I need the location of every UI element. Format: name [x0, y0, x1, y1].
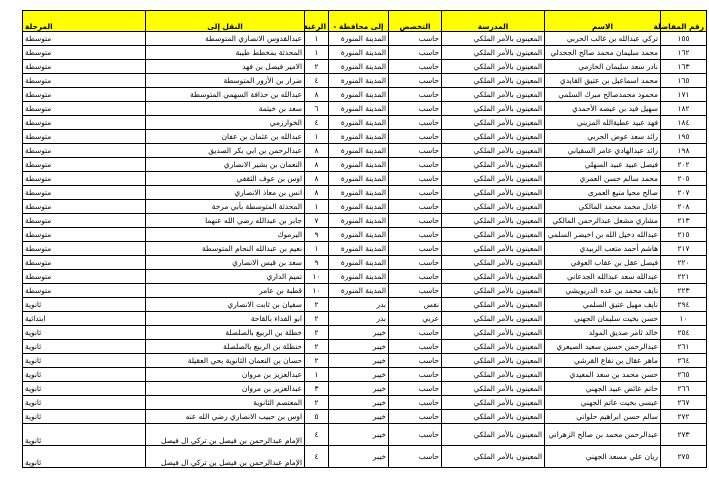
cell-school: المعينون بالأمر الملكي: [442, 312, 545, 326]
cell-school: المعينون بالأمر الملكي: [442, 368, 545, 382]
cell-spec: حاسب: [389, 200, 442, 214]
cell-spec: حاسب: [389, 228, 442, 242]
cell-name: هاشم أحمد متعب الزبيدي: [545, 242, 661, 256]
cell-num: ٢٠٨: [661, 200, 707, 214]
cell-desire: ٤: [305, 424, 329, 446]
cell-stage: متوسطة: [23, 46, 146, 60]
cell-num: ٢٩٤: [661, 298, 707, 312]
cell-spec: حاسب: [389, 60, 442, 74]
transfer-sheet: [22, 10, 706, 468]
cell-city: بدر: [329, 298, 389, 312]
cell-name: ريان علي مسعد الجهني: [545, 446, 661, 468]
cell-dest: عبدالرحمن بن ابي بكر الصديق: [146, 144, 305, 158]
cell-dest: عبدالله بن حذافة السهمي المتوسطة: [146, 88, 305, 102]
cell-city: خيبر: [329, 410, 389, 424]
cell-spec: حاسب: [389, 382, 442, 396]
table-row: [23, 172, 707, 186]
cell-name: تركي عبدالله بن غالب الحربي: [545, 32, 661, 46]
cell-name: فهد عبيد عطيةالله المزيني: [545, 116, 661, 130]
table-row: [23, 158, 707, 172]
table-row: [23, 144, 707, 158]
cell-num: ٢٧٢: [661, 410, 707, 424]
table-row: [23, 32, 707, 46]
cell-desire: ٥: [305, 410, 329, 424]
cell-school: المعينون بالأمر الملكي: [442, 200, 545, 214]
cell-num: ٢١٧: [661, 242, 707, 256]
cell-num: ١٩٥: [661, 130, 707, 144]
cell-dest: انس بن معاذ الانصاري: [146, 186, 305, 200]
header-dest: النقل إلى: [146, 11, 305, 32]
table-row: [23, 382, 707, 396]
cell-desire: ١: [305, 46, 329, 60]
cell-school: المعينون بالأمر الملكي: [442, 116, 545, 130]
cell-spec: حاسب: [389, 32, 442, 46]
cell-name: سالم حسن ابراهيم حلواني: [545, 410, 661, 424]
table-row: [23, 284, 707, 298]
cell-spec: حاسب: [389, 326, 442, 340]
cell-school: المعينون بالأمر الملكي: [442, 396, 545, 410]
cell-name: سهيل فيد بن عيضه الأحمدي: [545, 102, 661, 116]
cell-name: محمد سالم حسن العمري: [545, 172, 661, 186]
transfer-table: [22, 10, 707, 468]
cell-city: خيبر: [329, 446, 389, 468]
cell-desire: ١٠: [305, 270, 329, 284]
cell-stage: متوسطة: [23, 228, 146, 242]
cell-num: ٢٠٥: [661, 172, 707, 186]
table-row: [23, 270, 707, 284]
cell-school: المعينون بالأمر الملكي: [442, 354, 545, 368]
cell-spec: حاسب: [389, 144, 442, 158]
cell-num: ١٠: [661, 312, 707, 326]
cell-spec: نفس: [389, 298, 442, 312]
cell-name: عبدالرحمن محمد بن صالح الزهراني: [545, 424, 661, 446]
cell-city: المدينة المنورة: [329, 32, 389, 46]
cell-dest: الإمام عبدالرحمن بن فيصل بن تركي ال فيصل: [146, 424, 305, 446]
cell-desire: ١: [305, 130, 329, 144]
table-row: [23, 410, 707, 424]
cell-dest: اوس بن عوف الثقفي: [146, 172, 305, 186]
cell-num: ١٦٣: [661, 60, 707, 74]
table-row: [23, 74, 707, 88]
cell-spec: حاسب: [389, 340, 442, 354]
cell-stage: متوسطة: [23, 60, 146, 74]
cell-spec: حاسب: [389, 88, 442, 102]
cell-school: المعينون بالأمر الملكي: [442, 88, 545, 102]
cell-desire: ٢: [305, 298, 329, 312]
cell-num: ٢٦٧: [661, 396, 707, 410]
cell-num: ٢٦٤: [661, 354, 707, 368]
table-row: [23, 368, 707, 382]
cell-school: المعينون بالأمر الملكي: [442, 74, 545, 88]
table-row: [23, 446, 707, 468]
cell-stage: ابتدائية: [23, 312, 146, 326]
cell-city: المدينة المنورة: [329, 158, 389, 172]
cell-stage: متوسطة: [23, 102, 146, 116]
cell-city: المدينة المنورة: [329, 200, 389, 214]
cell-city: المدينة المنورة: [329, 60, 389, 74]
cell-school: المعينون بالأمر الملكي: [442, 284, 545, 298]
cell-dest: اليرموك: [146, 228, 305, 242]
cell-num: ٢٦١: [661, 340, 707, 354]
cell-school: المعينون بالأمر الملكي: [442, 382, 545, 396]
cell-stage: ثانوية: [23, 446, 146, 468]
header-name: الاسم: [545, 11, 661, 32]
table-row: [23, 186, 707, 200]
cell-city: المدينة المنورة: [329, 186, 389, 200]
cell-num: ٢٢٣: [661, 284, 707, 298]
cell-city: المدينة المنورة: [329, 228, 389, 242]
cell-desire: ٩: [305, 228, 329, 242]
cell-stage: متوسطة: [23, 74, 146, 88]
cell-city: المدينة المنورة: [329, 130, 389, 144]
cell-dest: المحدثة المتوسطة بأبي مرخة: [146, 200, 305, 214]
cell-name: حسن محمد بن سعد المعيدي: [545, 368, 661, 382]
cell-spec: حاسب: [389, 172, 442, 186]
cell-spec: حاسب: [389, 424, 442, 446]
cell-city: المدينة المنورة: [329, 102, 389, 116]
cell-desire: ٢: [305, 354, 329, 368]
cell-school: المعينون بالأمر الملكي: [442, 340, 545, 354]
cell-city: خيبر: [329, 340, 389, 354]
cell-desire: ١: [305, 32, 329, 46]
cell-dest: حنظلة بن الربيع بالصلصلة: [146, 340, 305, 354]
cell-dest: ضرار بن الأزور المتوسطة: [146, 74, 305, 88]
cell-dest: تميم الداري: [146, 270, 305, 284]
cell-name: محمود محمدصالح مبرك السلمي: [545, 88, 661, 102]
cell-stage: متوسطة: [23, 270, 146, 284]
cell-dest: النعمان بن بشير الانصاري: [146, 158, 305, 172]
cell-stage: ثانوية: [23, 340, 146, 354]
cell-city: المدينة المنورة: [329, 256, 389, 270]
cell-stage: متوسطة: [23, 32, 146, 46]
cell-desire: ٤: [305, 446, 329, 468]
cell-dest: عبدالعزيز بن مروان: [146, 382, 305, 396]
table-row: [23, 116, 707, 130]
cell-stage: ثانوية: [23, 382, 146, 396]
cell-name: عبدالله دخيل الله بن اخيضر السلمي: [545, 228, 661, 242]
cell-stage: متوسطة: [23, 242, 146, 256]
cell-city: المدينة المنورة: [329, 270, 389, 284]
cell-desire: ٢: [305, 340, 329, 354]
cell-stage: ثانوية: [23, 326, 146, 340]
cell-desire: ٢: [305, 396, 329, 410]
table-row: [23, 396, 707, 410]
cell-stage: متوسطة: [23, 88, 146, 102]
cell-desire: ٨: [305, 158, 329, 172]
cell-dest: عبدالقدوس الانصاري المتوسطة: [146, 32, 305, 46]
cell-name: محمد سليمان محمد صالح الجحدلي: [545, 46, 661, 60]
cell-dest: ابو الفداء بالقاحة: [146, 312, 305, 326]
table-row: [23, 46, 707, 60]
cell-city: خيبر: [329, 424, 389, 446]
cell-name: ماهر عقال بن نفاع القرشي: [545, 354, 661, 368]
cell-num: ١٨٤: [661, 116, 707, 130]
cell-num: ٢٢١: [661, 270, 707, 284]
cell-stage: متوسطة: [23, 284, 146, 298]
cell-school: المعينون بالأمر الملكي: [442, 298, 545, 312]
cell-name: حاتم عائض عبيد الجهني: [545, 382, 661, 396]
cell-spec: حاسب: [389, 158, 442, 172]
cell-stage: ثانوية: [23, 410, 146, 424]
cell-stage: متوسطة: [23, 186, 146, 200]
cell-stage: متوسطة: [23, 200, 146, 214]
cell-city: المدينة المنورة: [329, 46, 389, 60]
cell-school: المعينون بالأمر الملكي: [442, 186, 545, 200]
cell-city: المدينة المنورة: [329, 214, 389, 228]
header-school: المدرسة: [442, 11, 545, 32]
cell-city: المدينة المنورة: [329, 172, 389, 186]
cell-spec: حاسب: [389, 410, 442, 424]
cell-stage: ثانوية: [23, 368, 146, 382]
cell-spec: حاسب: [389, 284, 442, 298]
cell-spec: حاسب: [389, 116, 442, 130]
cell-school: المعينون بالأمر الملكي: [442, 256, 545, 270]
table-row: [23, 326, 707, 340]
cell-num: ١٧١: [661, 88, 707, 102]
cell-stage: متوسطة: [23, 116, 146, 130]
cell-school: المعينون بالأمر الملكي: [442, 326, 545, 340]
cell-stage: متوسطة: [23, 214, 146, 228]
table-row: [23, 88, 707, 102]
cell-desire: ٧: [305, 214, 329, 228]
cell-city: خيبر: [329, 396, 389, 410]
cell-stage: متوسطة: [23, 130, 146, 144]
table-row: [23, 130, 707, 144]
cell-city: المدينة المنورة: [329, 284, 389, 298]
table-row: [23, 340, 707, 354]
cell-dest: الخوارزمي: [146, 116, 305, 130]
cell-desire: ٢: [305, 60, 329, 74]
cell-desire: ٤: [305, 74, 329, 88]
cell-stage: متوسطة: [23, 144, 146, 158]
header-row: [23, 11, 707, 32]
cell-school: المعينون بالأمر الملكي: [442, 158, 545, 172]
cell-num: ٢١٥: [661, 228, 707, 242]
cell-city: المدينة المنورة: [329, 116, 389, 130]
cell-spec: حاسب: [389, 130, 442, 144]
cell-city: خيبر: [329, 382, 389, 396]
cell-num: ٢٠٧: [661, 186, 707, 200]
cell-stage: متوسطة: [23, 172, 146, 186]
cell-city: المدينة المنورة: [329, 88, 389, 102]
cell-desire: ٨: [305, 186, 329, 200]
cell-desire: ١: [305, 200, 329, 214]
cell-dest: عبدالله بن عثمان بن عفان: [146, 130, 305, 144]
cell-school: المعينون بالأمر الملكي: [442, 172, 545, 186]
cell-stage: ثانوية: [23, 396, 146, 410]
cell-dest: خطلة بن الربيع بالصلصلة: [146, 326, 305, 340]
cell-dest: حسان بن النعمان الثانوية بحي العقيلة: [146, 354, 305, 368]
table-row: [23, 242, 707, 256]
header-desire: الرغبة: [305, 11, 329, 32]
cell-spec: حاسب: [389, 242, 442, 256]
header-spec: التخصص: [389, 11, 442, 32]
table-row: [23, 256, 707, 270]
cell-city: خيبر: [329, 354, 389, 368]
cell-spec: حاسب: [389, 256, 442, 270]
cell-city: خيبر: [329, 326, 389, 340]
cell-name: نايف محمد بن عده الدريويشي: [545, 284, 661, 298]
table-row: [23, 228, 707, 242]
cell-desire: ٩: [305, 256, 329, 270]
cell-dest: سفيان بن ثابت الانصاري: [146, 298, 305, 312]
cell-num: ٢٠٢: [661, 158, 707, 172]
cell-school: المعينون بالأمر الملكي: [442, 424, 545, 446]
cell-dest: المحدثة بمخطط طيبة: [146, 46, 305, 60]
cell-num: ١٩٨: [661, 144, 707, 158]
table-row: [23, 200, 707, 214]
cell-num: ٢٧٥: [661, 446, 707, 468]
cell-name: نايف مهيل عتيق السلمي: [545, 298, 661, 312]
cell-name: رائد عبدالهادي عامر السقياني: [545, 144, 661, 158]
cell-stage: متوسطة: [23, 158, 146, 172]
cell-city: المدينة المنورة: [329, 242, 389, 256]
cell-dest: نعيم بن عبدالله النحام المتوسطة: [146, 242, 305, 256]
cell-school: المعينون بالأمر الملكي: [442, 270, 545, 284]
cell-spec: حاسب: [389, 102, 442, 116]
cell-dest: عبدالعزيز بن مروان: [146, 368, 305, 382]
cell-stage: ثانوية: [23, 298, 146, 312]
cell-city: المدينة المنورة: [329, 74, 389, 88]
cell-name: فيصل عبيد عبيد السهلي: [545, 158, 661, 172]
cell-desire: ٨: [305, 144, 329, 158]
cell-desire: ٤: [305, 116, 329, 130]
cell-school: المعينون بالأمر الملكي: [442, 32, 545, 46]
cell-dest: جابر بن عبدالله رضي الله عنهما: [146, 214, 305, 228]
cell-stage: متوسطة: [23, 256, 146, 270]
cell-city: بدر: [329, 312, 389, 326]
cell-city: خيبر: [329, 368, 389, 382]
cell-name: عيسى بخيت عاتم الجهني: [545, 396, 661, 410]
cell-num: ١٦٥: [661, 74, 707, 88]
cell-desire: ٨: [305, 88, 329, 102]
cell-name: فيصل عقل بن عقاب العوفي: [545, 256, 661, 270]
cell-dest: الإمام عبدالرحمن بن فيصل بن تركي ال فيصل: [146, 446, 305, 468]
cell-spec: حاسب: [389, 46, 442, 60]
cell-name: خالد ثامر صديق المولد: [545, 326, 661, 340]
table-body: [23, 32, 707, 468]
cell-name: محمد اسماعيل بن عتيق القايدي: [545, 74, 661, 88]
cell-dest: الامير فيصل بن فهد: [146, 60, 305, 74]
table-row: [23, 60, 707, 74]
cell-school: المعينون بالأمر الملكي: [442, 46, 545, 60]
cell-desire: ٦: [305, 102, 329, 116]
cell-spec: حاسب: [389, 368, 442, 382]
cell-school: المعينون بالأمر الملكي: [442, 410, 545, 424]
cell-spec: عربي: [389, 312, 442, 326]
cell-city: المدينة المنورة: [329, 144, 389, 158]
cell-school: المعينون بالأمر الملكي: [442, 60, 545, 74]
cell-num: ١٨٢: [661, 102, 707, 116]
cell-name: عبدالله سعد عبدالله الجدعاني: [545, 270, 661, 284]
cell-dest: قطبة بن عامر: [146, 284, 305, 298]
cell-desire: ١: [305, 368, 329, 382]
cell-desire: ٨: [305, 172, 329, 186]
cell-name: عبدالرحمن حسين سعيد الصيعري: [545, 340, 661, 354]
cell-stage: ثانوية: [23, 424, 146, 446]
table-row: [23, 298, 707, 312]
cell-name: حسن بخيت سليمان الجهني: [545, 312, 661, 326]
cell-desire: ١٠: [305, 284, 329, 298]
table-row: [23, 102, 707, 116]
table-row: [23, 354, 707, 368]
cell-spec: حاسب: [389, 396, 442, 410]
cell-name: عادل محمد محمد المالكي: [545, 200, 661, 214]
table-row: [23, 312, 707, 326]
cell-num: ١٥٥: [661, 32, 707, 46]
cell-desire: ٣: [305, 382, 329, 396]
cell-dest: المعتصم الثانوية: [146, 396, 305, 410]
cell-num: ٢١٣: [661, 214, 707, 228]
cell-school: المعينون بالأمر الملكي: [442, 130, 545, 144]
cell-spec: حاسب: [389, 270, 442, 284]
cell-num: ٢٦٥: [661, 368, 707, 382]
cell-name: صالح محيا منيع العمرى: [545, 186, 661, 200]
cell-num: ١٦٢: [661, 46, 707, 60]
header-num: رقم المفاضلة: [661, 11, 707, 32]
cell-school: المعينون بالأمر الملكي: [442, 144, 545, 158]
cell-name: نادر سعد سليمان الحازمي: [545, 60, 661, 74]
cell-dest: سعد بن قيس الانصاري: [146, 256, 305, 270]
cell-desire: ١: [305, 242, 329, 256]
cell-spec: حاسب: [389, 214, 442, 228]
cell-spec: حاسب: [389, 186, 442, 200]
cell-school: المعينون بالأمر الملكي: [442, 228, 545, 242]
cell-num: ٢٢٠: [661, 256, 707, 270]
cell-school: المعينون بالأمر الملكي: [442, 242, 545, 256]
cell-school: المعينون بالأمر الملكي: [442, 446, 545, 468]
cell-name: مشاري مشعل عبدالرحمن المالكي: [545, 214, 661, 228]
table-row: [23, 214, 707, 228]
cell-desire: ٢: [305, 312, 329, 326]
cell-school: المعينون بالأمر الملكي: [442, 102, 545, 116]
table-row: [23, 424, 707, 446]
header-city: إلى محافظة -: [329, 11, 389, 32]
cell-num: ٢٦٦: [661, 382, 707, 396]
cell-stage: ثانوية: [23, 354, 146, 368]
cell-school: المعينون بالأمر الملكي: [442, 214, 545, 228]
cell-spec: حاسب: [389, 446, 442, 468]
cell-name: رائد سعد عوض الحربي: [545, 130, 661, 144]
cell-desire: ٢: [305, 326, 329, 340]
cell-num: ٢٥٤: [661, 326, 707, 340]
cell-spec: حاسب: [389, 354, 442, 368]
cell-dest: سعد بن خيثمة: [146, 102, 305, 116]
cell-num: ٢٧٣: [661, 424, 707, 446]
cell-dest: اوس بن حبيب الانصاري رضي الله عنه: [146, 410, 305, 424]
cell-spec: حاسب: [389, 74, 442, 88]
header-stage: المرحلة: [23, 11, 146, 32]
